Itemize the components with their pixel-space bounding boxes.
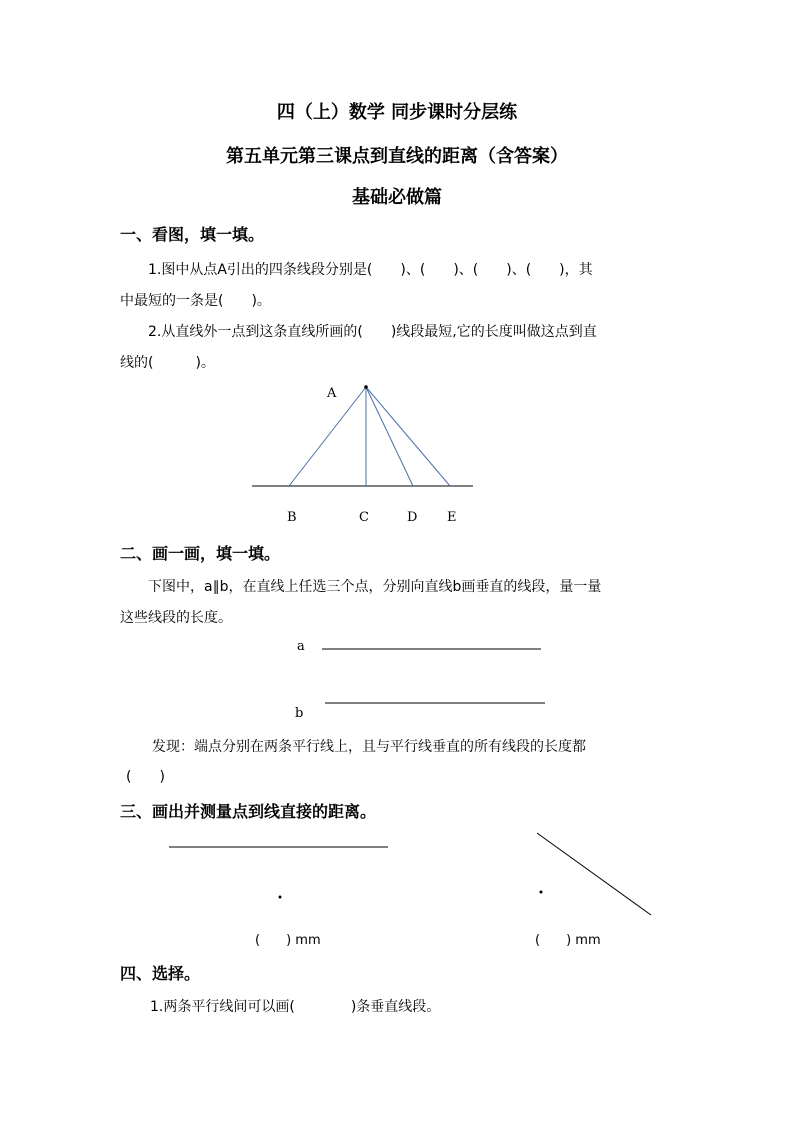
section-2-instruction-line1: 下图中，a∥b，在直线上任选三个点，分别向直线b画垂直的线段，量一量 xyxy=(148,579,602,595)
label-point-e: E xyxy=(447,510,457,525)
question-1-1-line2: 中最短的一条是( )。 xyxy=(120,293,271,309)
section-1-heading: 一、看图，填一填。 xyxy=(120,225,265,244)
point-right-dot xyxy=(540,891,543,894)
discovery-line1: 发现：端点分别在两条平行线上，且与平行线垂直的所有线段的长度都 xyxy=(152,739,586,755)
discovery-answer-blank: ( ) xyxy=(126,769,165,785)
section-2-instruction-line2: 这些线段的长度。 xyxy=(120,610,232,626)
label-line-a: a xyxy=(297,639,305,654)
question-1-1-line1: 1.图中从点A引出的四条线段分别是( )、( )、( )、( )，其 xyxy=(148,262,593,278)
answer-blank-left: ( ) mm xyxy=(255,933,321,948)
label-point-d: D xyxy=(407,510,418,525)
question-1-2-line2: 线的( )。 xyxy=(120,355,215,371)
lesson-title: 第五单元第三课点到直线的距离（含答案） xyxy=(226,146,568,167)
answer-blank-right: ( ) mm xyxy=(535,933,601,948)
question-4-1: 1.两条平行线间可以画( )条垂直线段。 xyxy=(150,999,441,1015)
section-2-heading: 二、画一画，填一填。 xyxy=(120,544,281,563)
point-left-dot xyxy=(279,896,282,899)
section-3-heading: 三、画出并测量点到线直接的距离。 xyxy=(120,802,377,821)
label-point-b: B xyxy=(287,510,297,525)
label-line-b: b xyxy=(295,706,304,721)
level-title: 基础必做篇 xyxy=(352,187,442,208)
slanted-line xyxy=(537,833,651,915)
label-point-c: C xyxy=(359,510,369,525)
label-point-a: A xyxy=(327,386,337,401)
section-4-heading: 四、选择。 xyxy=(120,964,201,983)
page-title: 四（上）数学 同步课时分层练 xyxy=(276,102,518,123)
question-1-2-line1: 2.从直线外一点到这条直线所画的( )线段最短,它的长度叫做这点到直 xyxy=(148,324,597,340)
